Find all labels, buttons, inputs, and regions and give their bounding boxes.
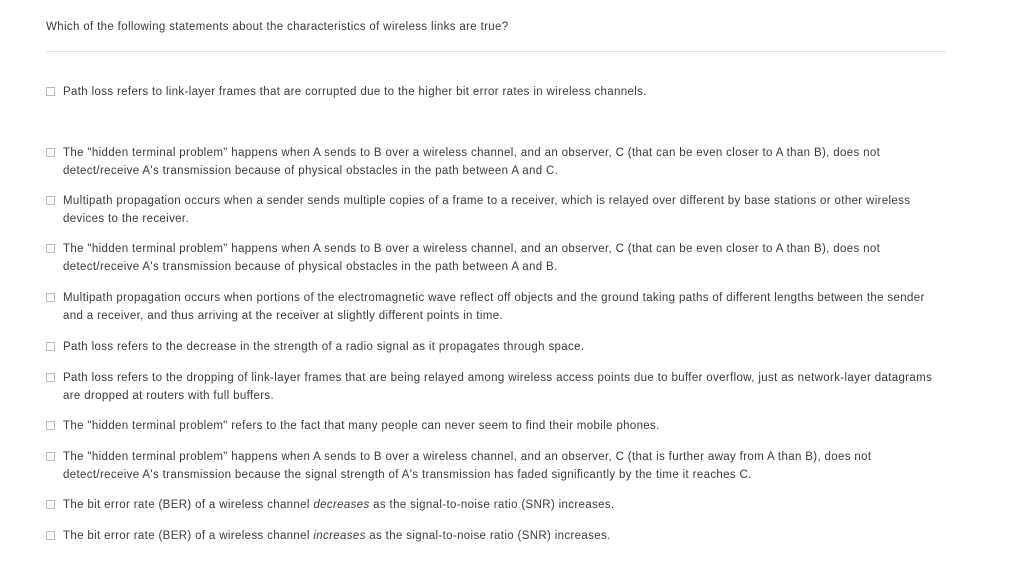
checkbox[interactable] [46, 87, 55, 96]
option-3[interactable] [46, 193, 946, 228]
checkbox[interactable] [46, 531, 55, 540]
checkbox[interactable] [46, 373, 55, 382]
option-label: Path loss refers to the decrease in the strength of a radio signal as it propagates through space. [63, 341, 585, 353]
option-label: The "hidden terminal problem" happens when A sends to B over a wireless channel, and an observer, C (that is further away from A than B), does not detect/receive A's transmission because the signal strength of A's transmission has faded significantly by the time it reaches C. [63, 451, 872, 481]
option-label: Path loss refers to the dropping of link-layer frames that are being relayed among wireless access points due to buffer overflow, just as network-layer datagrams are dropped at routers with full buffers. [63, 372, 933, 402]
checkbox[interactable] [46, 196, 55, 205]
option-label: Multipath propagation occurs when a sender sends multiple copies of a frame to a receiver, which is relayed over different by base stations or other wireless devices to the receiver. [63, 195, 911, 225]
option-10[interactable] [46, 497, 946, 515]
option-8[interactable] [46, 418, 946, 436]
option-label: The "hidden terminal problem" happens when A sends to B over a wireless channel, and an observer, C (that can be even closer to A than B), does not detect/receive A's transmission because of physical obstacles in the path between A and B. [63, 243, 881, 273]
option-label: Path loss refers to link-layer frames that are corrupted due to the higher bit error rates in wireless channels. [63, 86, 647, 98]
option-label: The bit error rate (BER) of a wireless channel increases as the signal-to-noise ratio (SNR) increases. [63, 530, 611, 542]
checkbox[interactable] [46, 500, 55, 509]
option-label: The bit error rate (BER) of a wireless channel decreases as the signal-to-noise ratio (SNR) increases. [63, 499, 615, 511]
option-label: Multipath propagation occurs when portions of the electromagnetic wave reflect off objects and the ground taking paths of different lengths between the sender and a receiver, and thus arriving at the receiver at slightly different points in time. [63, 292, 925, 322]
option-11[interactable] [46, 528, 946, 546]
option-1[interactable] [46, 84, 946, 102]
checkbox[interactable] [46, 342, 55, 351]
option-5[interactable] [46, 290, 946, 325]
option-6[interactable] [46, 339, 946, 357]
option-9[interactable] [46, 449, 946, 484]
checkbox[interactable] [46, 293, 55, 302]
option-4[interactable] [46, 241, 946, 276]
question-title: Which of the following statements about the characteristics of wireless links are true? [46, 21, 509, 33]
option-2[interactable] [46, 145, 946, 180]
checkbox[interactable] [46, 148, 55, 157]
option-label: The "hidden terminal problem" happens when A sends to B over a wireless channel, and an observer, C (that can be even closer to A than B), does not detect/receive A's transmission because of physical obstacles in the path between A and C. [63, 147, 881, 177]
option-7[interactable] [46, 370, 946, 405]
checkbox[interactable] [46, 244, 55, 253]
divider [46, 51, 946, 52]
checkbox[interactable] [46, 452, 55, 461]
checkbox[interactable] [46, 421, 55, 430]
option-label: The "hidden terminal problem" refers to the fact that many people can never seem to find their mobile phones. [63, 420, 660, 432]
